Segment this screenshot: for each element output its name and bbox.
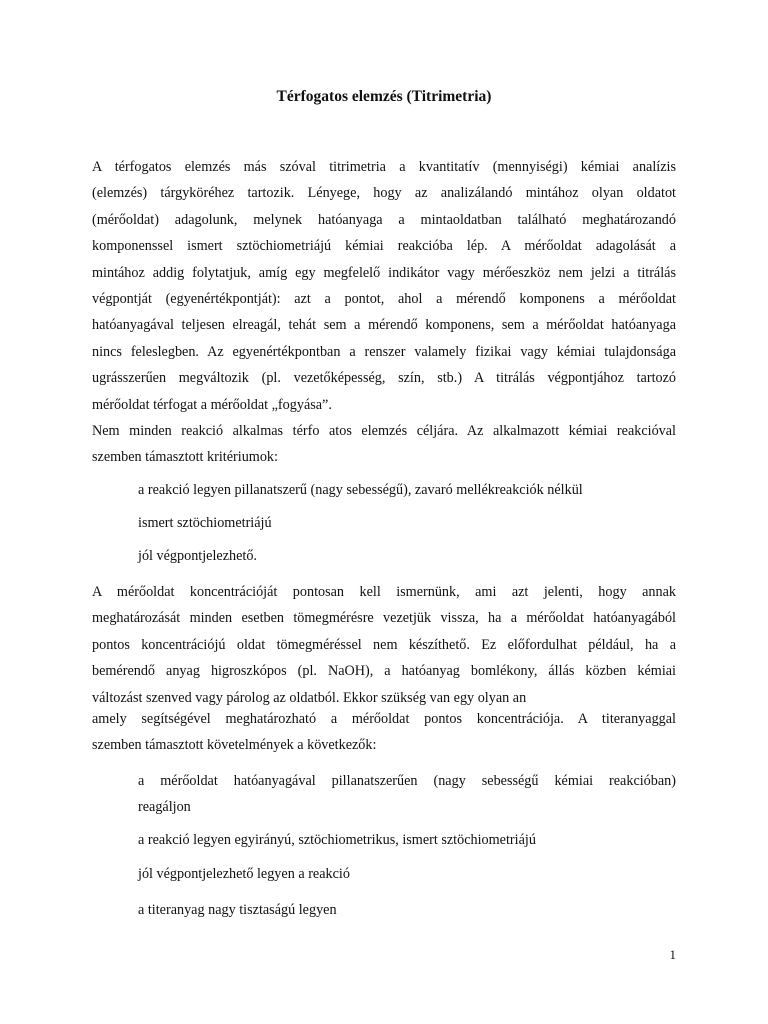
paragraph-line: meghatározását minden esetben tömegmérésre vezetjük vissza, ha a mérőoldat hatóanyagából: [92, 610, 676, 627]
list-item: jól végpontjelezhető.: [138, 548, 257, 564]
criteria-item: [138, 477, 676, 503]
paragraph-line: komponenssel ismert sztöchiometriájú kémiai reakcióba lép. A mérőoldat adagolását a: [92, 238, 676, 255]
paragraph-line: bemérendő anyag higroszkópos (pl. NaOH), a hatóanyag bomlékony, állás közben kémiai: [92, 663, 676, 680]
requirement-item: [138, 827, 676, 853]
paragraph-criteria-intro: [92, 418, 676, 471]
list-item: a titeranyag nagy tisztaságú legyen: [138, 902, 337, 918]
page-number: 1: [669, 947, 676, 962]
paragraph-line: (mérőoldat) adagolunk, melynek hatóanyaga a mintaoldatban található meghatározandó: [92, 211, 676, 228]
paragraph-line: amely segítségével meghatározható a mérőoldat pontos koncentrációja. A titeranyaggal: [92, 711, 676, 727]
paragraph-line: szemben támasztott követelmények a következők:: [92, 737, 377, 754]
paragraph-concentration: [92, 579, 676, 711]
paragraph-line: mérőoldat térfogat a mérőoldat „fogyása”.: [92, 396, 332, 413]
paragraph-line: hatóanyagával teljesen elreagál, tehát sem a mérendő komponens, sem a mérőoldat hatóanyaga: [92, 317, 676, 334]
list-item-continuation: reagáljon: [138, 799, 191, 815]
paragraph-line: pontos koncentrációjú oldat tömegméréssel nem készíthető. Ez előfordulhat például, ha a: [92, 636, 676, 653]
paragraph-titer: [92, 706, 676, 759]
paragraph-line: A térfogatos elemzés más szóval titrimetria a kvantitatív (mennyiségi) kémiai analízis: [92, 159, 676, 175]
paragraph-line: szemben támasztott kritériumok:: [92, 449, 278, 466]
requirement-item: [138, 768, 676, 820]
paragraph-line: végpontját (egyenértékpontját): azt a pontot, ahol a mérendő komponens a mérőoldat: [92, 290, 676, 307]
paragraph-line: nincs feleslegben. Az egyenértékpontban a renszer valamely fizikai vagy kémiai tulajdonsága: [92, 343, 676, 360]
paragraph-line: ugrásszerűen megváltozik (pl. vezetőképesség, szín, stb.) A titrálás végpontjához tartozó: [92, 370, 676, 387]
paragraph-line: (elemzés) tárgyköréhez tartozik. Lényege, hogy az analizálandó mintához olyan oldatot: [92, 185, 676, 202]
criteria-item: [138, 510, 676, 536]
list-item: a reakció legyen pillanatszerű (nagy sebességű), zavaró mellékreakciók nélkül: [138, 482, 583, 498]
paragraph-line: A mérőoldat koncentrációját pontosan kell ismernünk, ami azt jelenti, hogy annak: [92, 584, 676, 600]
paragraph-line: mintához addig folytatjuk, amíg egy megfelelő indikátor vagy mérőeszköz nem jelzi a titrálás: [92, 264, 676, 281]
paragraph-line: Nem minden reakció alkalmas térfo atos elemzés céljára. Az alkalmazott kémiai reakcióval: [92, 423, 676, 439]
list-item: a reakció legyen egyirányú, sztöchiometrikus, ismert sztöchiometriájú: [138, 832, 536, 848]
requirement-item: [138, 897, 676, 923]
requirement-item: [138, 861, 676, 887]
list-item: ismert sztöchiometriájú: [138, 515, 272, 531]
page-title: Térfogatos elemzés (Titrimetria): [276, 88, 492, 105]
list-item: a mérőoldat hatóanyagával pillanatszerűen (nagy sebességű kémiai reakcióban): [138, 773, 676, 789]
list-item: jól végpontjelezhető legyen a reakció: [138, 866, 350, 882]
criteria-item: [138, 543, 676, 569]
paragraph-intro: [92, 154, 676, 418]
paragraph-line: változást szenved vagy párolog az oldatból. Ekkor szükség van egy olyan an: [92, 689, 527, 706]
